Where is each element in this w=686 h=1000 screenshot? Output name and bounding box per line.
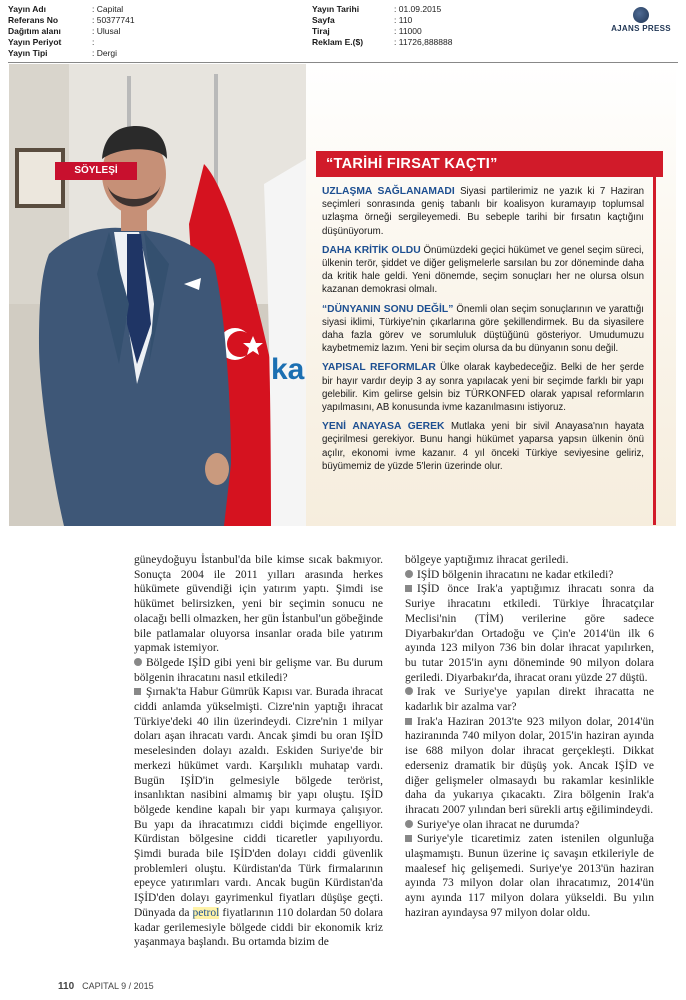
interview-answer — [134, 685, 383, 950]
body-column-right — [405, 553, 654, 921]
page-number: 110 — [58, 981, 75, 992]
interview-answer — [405, 582, 654, 685]
meta-row — [312, 26, 452, 37]
sidebar-item-text: Ülke olarak kaybedeceğiz. Belki de her şerde bir hayır vardır deyip 3 ay sonra yapılacak yeni bir seçimde farklı bir yapı gelebilir. Kim gelirse gelsin biz TÜRKONFED olarak yapısal reformların yapılmasını, AB konusunda ivme kazanılmasını istiyoruz. — [322, 362, 644, 414]
interview-answer — [405, 832, 654, 920]
meta-row — [8, 4, 135, 15]
sidebar-item-text: Mutlaka yeni bir sivil Anayasa'nın hayata geçirilmesi gerekiyor. Bunu hangi hükümet yaparsa yapsın ülkenin önü açılır, ekonomi ivme kazanır. 4 yıl önceki Türkiye seviyesine geliriz, büyümemiz de yüzde 5'lerin üzerinde olur. — [322, 421, 644, 472]
meta-value: : Ulusal — [92, 26, 121, 36]
meta-key: Yayın Periyot — [8, 37, 62, 47]
logo-text: AJANS PRESS — [611, 24, 671, 33]
answer-bullet-icon — [134, 688, 141, 695]
sidebar-item-heading: YENİ ANAYASA GEREK — [322, 421, 445, 433]
meta-key: Yayın Tarihi — [312, 4, 360, 14]
interview-question — [405, 568, 654, 583]
meta-row — [312, 37, 452, 48]
meta-key: Sayfa — [312, 15, 335, 25]
sidebar-item-text: Önemli olan seçim sonuçlarının ve yarattığı siyasi iklimi, Türkiye'nin çıkarlarına göre şekillendirmek. Bu da siyasilere daha fazla görev ve sorumluluk düştüğünü gösteriyor. Umudumuzu kaybetmemiz lazım. Yeni bir seçim olursa da bu dünyanın sonu değil. — [322, 303, 644, 355]
portrait-illustration — [9, 64, 306, 526]
meta-key: Yayın Tipi — [8, 48, 48, 58]
meta-key: Reklam E.($) — [312, 37, 364, 47]
interview-photo — [9, 64, 306, 526]
sidebar-item — [322, 303, 644, 356]
highlighted-term: petrol — [192, 906, 220, 919]
interview-answer — [405, 715, 654, 818]
sidebar-item — [322, 185, 644, 238]
sidebar-body — [322, 185, 644, 479]
meta-value: : — [92, 37, 95, 47]
meta-row — [312, 15, 452, 26]
sidebar-item-heading: DAHA KRİTİK OLDU — [322, 244, 421, 256]
answer-bullet-icon — [405, 835, 412, 842]
meta-value: : 50377741 — [92, 15, 135, 25]
question-bullet-icon — [405, 820, 413, 828]
sidebar-item-heading: YAPISAL REFORMLAR — [322, 362, 436, 374]
meta-value: : Dergi — [92, 48, 118, 58]
meta-key: Dağıtım alanı — [8, 26, 61, 36]
svg-text:ka: ka — [271, 353, 305, 386]
question-bullet-icon — [134, 658, 142, 666]
answer-bullet-icon — [405, 718, 412, 725]
answer-text: Şırnak'ta Habur Gümrük Kapısı var. Burada ihracat ciddi anlamda yükselmişti. Cizre'nin yaptığı ihracat Türkiye'deki 40 ilin üzerindeydi. Cizre'nin 1 milyar doları aşan ihracatı vardı. Ancak şimdi bu oran IŞİD meselesinden dolayı azaldı. Eskiden Suriye'de bir merkezi hükümet vardı. Karşılıklı muhatap vardı. Bugün IŞİD'in gelmesiyle bölgede terörist, insanlıktan nasibini almamış bir yapı oluştu. IŞİD bölgede kendine kapalı bir yapı kurmaya çalışıyor. Bu yapı da ihracatımızı ciddi biçimde engelliyor. Kürdistan bölgesine ciddi ticaretler yapılıyordu. Şimdi burada bile IŞİD'den dolayı ciddi güvenlik problemleri oluştu. Kürdistan'da Türk firmalarının epeyce yatırımları vardı. Ancak bugün Kürdistan'da IŞİD'den dolayı gayrimenkul fiyatları düşüşe geçti. Dünyada da — [134, 686, 383, 919]
interview-question — [405, 685, 654, 714]
meta-value: : 110 — [394, 15, 413, 25]
section-tag: SÖYLEŞİ — [55, 162, 137, 180]
answer-text: fiyatlarının 110 dolardan 50 dolara kadar gerilemesiyle bölgede ciddi bir ekonomik kriz yaşanmaya başlandı. Bu ortamda bizim de — [134, 906, 384, 949]
meta-key: Yayın Adı — [8, 4, 46, 14]
meta-value: : 01.09.2015 — [394, 4, 442, 14]
meta-row — [8, 37, 135, 48]
interview-question — [405, 818, 654, 833]
sidebar-item-heading: UZLAŞMA SAĞLANAMADI — [322, 186, 455, 197]
paragraph: güneydoğuyu İstanbul'da bile kimse sıcak bakmıyor. Sonuçta 2004 ile 2011 yılları arasında herkes hükümete güvendiği için yatırım yaptı. Şimdi ise hükümet belirsizken, yeni bir seçimin sonucu ne olacağı belli olmazken, her gün İstanbul'un göbeğinde bile patlamalar oluyorsa insanlar orada bile yatırım yapmak istemiyor. — [134, 554, 383, 655]
globe-icon — [633, 7, 649, 23]
question-text: Irak ve Suriye'ye yapılan direkt ihracatta ne kadarlık bir azalma var? — [405, 686, 654, 714]
meta-value: : 11726,888888 — [394, 37, 453, 47]
interview-question — [134, 656, 383, 685]
metadata-left — [8, 4, 135, 59]
sidebar-item — [322, 361, 644, 414]
magazine-issue: CAPITAL 9 / 2015 — [82, 981, 154, 991]
meta-row — [8, 48, 135, 59]
body-column-left — [134, 553, 383, 950]
meta-row — [312, 4, 452, 15]
question-text: Suriye'ye olan ihracat ne durumda? — [417, 818, 580, 831]
ajans-press-logo — [606, 7, 676, 33]
question-text: IŞİD bölgenin ihracatını ne kadar etkiledi? — [417, 568, 614, 581]
header-divider — [8, 62, 678, 63]
metadata-right — [312, 4, 452, 48]
sidebar-item — [322, 244, 644, 297]
sidebar-red-strip — [653, 151, 656, 525]
sidebar-item-text: Önümüzdeki geçici hükümet ve genel seçim süreci, ülkenin terör, şiddet ve diğer gelişmelerle sarsılan bu zor döneminde daha da kritik hale geldi. Yeni dönemde, seçim sonuçları her ne olursa olsun kazanan demokrasi olmalı. — [322, 244, 644, 296]
answer-text: IŞİD önce Irak'a yaptığımız ihracatı sonra da Suriye ihracatını etkiledi. Türkiye İhracatçılar Meclisi'nin (TİM) verilerine göre sadece Diyarbakır'dan Ortadoğu ve Çin'e 2014'ün ilk 6 ayında 123 milyon 736 bin dolar ihracat yapılırken, bu tutar 2015'in aynı döneminde 90 milyon dolara geriledi. Diyarbakır'da, ihracat oranı yüzde 27 düştü. — [405, 583, 654, 684]
answer-bullet-icon — [405, 585, 412, 592]
meta-row — [8, 15, 135, 26]
question-text: Bölgede IŞİD gibi yeni bir gelişme var. Bu durum bölgenin ihracatını nasıl etkiledi? — [134, 656, 383, 684]
meta-key: Referans No — [8, 15, 59, 25]
sidebar-item-heading: “DÜNYANIN SONU DEĞİL” — [322, 303, 454, 315]
paragraph: bölgeye yaptığımız ihracat geriledi. — [405, 554, 569, 566]
meta-key: Tiraj — [312, 26, 330, 36]
answer-text: Suriye'yle ticaretimiz zaten istenilen olgunluğa ulaşmamıştı. Bunun üzerine iç savaşın etkileriyle de maalesef hiç gelişemedi. Suriye'ye 2013'ün haziran ayında 73 milyon dolar olan ihracatımız, 2014'ün aynı ayında 117 milyon dolara yükseldi. Bu yılın haziran ayındaysa 97 milyon dolar oldu. — [405, 833, 654, 919]
page-footer — [58, 981, 154, 992]
meta-value: : Capital — [92, 4, 124, 14]
sidebar-item-text: Siyasi partilerimiz ne yazık ki 7 Haziran seçimleri sonrasında geniş tabanlı bir koalisyon kuramayıp toplumsal uzlaşma örneği sergileyemedi. Bu sebeple tarihi bir fırsatın kaçtığını düşünüyorum. — [322, 186, 644, 237]
question-bullet-icon — [405, 687, 413, 695]
question-bullet-icon — [405, 570, 413, 578]
sidebar-title: “TARİHİ FIRSAT KAÇTI” — [316, 151, 663, 177]
meta-row — [8, 26, 135, 37]
sidebar-item — [322, 420, 644, 473]
meta-value: : 11000 — [394, 26, 422, 36]
answer-text: Irak'a Haziran 2013'te 923 milyon dolar, 2014'ün haziranında 740 milyon dolar, 2015'in haziran ayında ise 688 milyon dolar ihracat gerçekleşti. Dikkat ederseniz dramatik bir düşüş yok. Ancak IŞİD ve diğer gelişmeler olmasaydı bu rakamlar kesinlikle daha da yukarıya çıkacaktı. Zira bölgenin Irak'a ihracatı 2007 yılından beri sürekli artış eğilimindeydi. — [405, 715, 654, 816]
